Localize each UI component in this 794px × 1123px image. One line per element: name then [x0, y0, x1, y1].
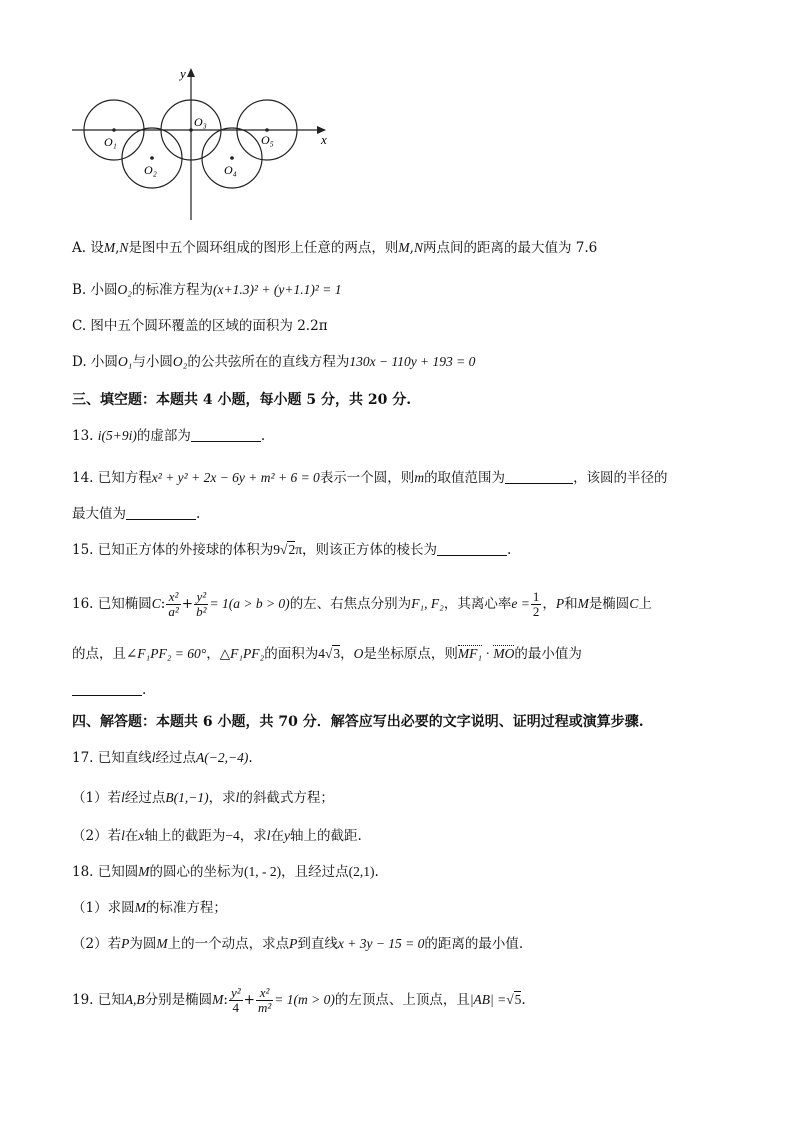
- answer-blank-2[interactable]: [126, 505, 196, 520]
- sqrt-expression: √5: [506, 992, 522, 1007]
- frac-den: 4: [232, 1000, 240, 1015]
- part-text-2: ，求: [208, 790, 236, 806]
- question-text: 已知: [97, 992, 125, 1008]
- question-17-part2: [72, 826, 362, 846]
- eccentricity: e =: [511, 596, 530, 611]
- option-b-prefix: B. 小圆: [72, 282, 118, 298]
- var-n: N: [119, 240, 129, 255]
- question-number: 16.: [72, 596, 94, 612]
- label-o3: O₃: [194, 115, 207, 129]
- question-text-4: 和: [564, 596, 578, 612]
- var-x: x: [138, 828, 145, 843]
- triangle-expression: △F₁PF₂: [219, 646, 265, 661]
- comma: ，: [206, 646, 220, 662]
- circle-m: M: [134, 900, 146, 915]
- point-b: B(1,−1): [165, 790, 209, 805]
- center-o5: [265, 128, 269, 132]
- point-p: P: [289, 936, 298, 951]
- var-m: m: [414, 470, 425, 485]
- question-text: 已知椭圆: [97, 596, 152, 612]
- circle-name: O₂: [172, 354, 188, 369]
- part-prefix: （2）若: [72, 936, 122, 952]
- question-15: [72, 540, 511, 560]
- answer-blank[interactable]: [191, 427, 261, 442]
- part-text: 经过点: [124, 790, 166, 806]
- question-18-part2: [72, 934, 523, 954]
- period: .: [248, 750, 253, 766]
- label-o2: O₂: [144, 163, 157, 177]
- radicand: 2: [288, 542, 296, 557]
- question-18: [72, 862, 379, 882]
- complex-expression: i(5+9i): [97, 428, 137, 443]
- section-3-heading: 三、填空题：本题共 4 小题，每小题 5 分，共 20 分.: [72, 392, 412, 408]
- abs-ab: |AB| =: [469, 992, 507, 1007]
- part-text-4: 在: [270, 828, 284, 844]
- part-text-5: 轴上的截距.: [290, 828, 362, 844]
- fraction-y: [194, 590, 208, 619]
- option-c-text: C. 图中五个圆环覆盖的区域的面积为 2.2π: [72, 318, 328, 334]
- option-b: [72, 280, 341, 300]
- option-a-text: 是图中五个圆环组成的图形上任意的两点，则: [128, 240, 399, 256]
- frac-den: a²: [168, 604, 179, 619]
- period: .: [142, 682, 147, 698]
- question-text-8: 的面积为: [264, 646, 319, 662]
- option-d-text-2: 的公共弦所在的直线方程为: [187, 354, 350, 370]
- ellipse-name: C: [629, 596, 639, 611]
- point-o: O: [353, 646, 364, 661]
- frac-den: 2: [532, 604, 540, 619]
- question-number: 17.: [72, 750, 94, 766]
- line-l: l: [235, 790, 240, 805]
- line-equation: x + 3y − 15 = 0: [337, 936, 425, 951]
- var-m: M: [398, 240, 410, 255]
- fraction-y: [229, 986, 243, 1015]
- question-text-2: 经过点: [155, 750, 197, 766]
- point-coords: (2,1): [348, 864, 375, 879]
- part-text: 为圆: [129, 936, 157, 952]
- question-text-3: ，其离心率: [443, 596, 512, 612]
- ellipse-name: C: [151, 596, 161, 611]
- angle-expression: ∠F₁PF₂ = 60°: [126, 646, 207, 661]
- colon: :: [223, 992, 228, 1008]
- question-text-7: 的点，且: [72, 646, 126, 662]
- question-13: [72, 426, 265, 446]
- colon: :: [160, 596, 166, 612]
- var-m: M: [103, 240, 116, 255]
- option-d-prefix: D. 小圆: [72, 354, 118, 370]
- point-m: M: [577, 596, 589, 611]
- x-axis-label: x: [321, 132, 327, 147]
- question-text: 已知正方体的外接球的体积为: [97, 542, 274, 558]
- y-axis-label: y: [180, 66, 186, 81]
- question-19: 19. 已知A,B分别是椭圆M: $\frac{\text{y²}}{4}$ + $\frac{\text{x²}}{\text{m²}}$ = 1(m > 0)的左顶点、上顶点，且|AB| =√5.: [72, 985, 526, 1015]
- answer-blank[interactable]: [72, 681, 142, 696]
- option-d-text: 与小圆: [132, 354, 173, 370]
- line-equation: 130x − 110y + 193 = 0: [349, 354, 476, 369]
- question-number: 15.: [72, 542, 94, 558]
- question-text-2: 表示一个圆，则: [319, 470, 415, 486]
- answer-blank[interactable]: [437, 541, 507, 556]
- question-number: 18.: [72, 864, 94, 880]
- question-16-line3: [72, 680, 146, 700]
- ellipse-condition: = 1(m > 0): [274, 992, 335, 1007]
- frac-den: b²: [196, 604, 207, 619]
- circle-name: O₁: [117, 354, 133, 369]
- coefficient: 9: [273, 542, 281, 557]
- section-4-heading: 四、解答题：本题共 6 小题，共 70 分．解答应写出必要的文字说明、证明过程或演算步骤.: [72, 714, 644, 730]
- question-17: [72, 748, 253, 768]
- answer-blank-1[interactable]: [505, 469, 573, 484]
- line-l: l: [121, 828, 125, 843]
- label-o5: O₅: [261, 133, 274, 147]
- comma: ,: [409, 240, 414, 256]
- period: .: [196, 506, 201, 522]
- question-text-5: 最大值为: [72, 506, 126, 522]
- question-number: 14.: [72, 470, 94, 486]
- frac-den: m²: [257, 1000, 272, 1015]
- label-o1: O₁: [104, 135, 117, 149]
- vector-mo: MO: [493, 644, 514, 664]
- y-axis-arrow: [187, 68, 195, 77]
- part-prefix: （2）若: [72, 828, 122, 844]
- frac-num: 1: [532, 589, 540, 604]
- pi-symbol: π: [295, 542, 303, 557]
- var-y: y: [284, 828, 290, 843]
- question-text-2: 分别是椭圆: [144, 992, 213, 1008]
- question-17-part1: [72, 788, 334, 808]
- frac-num: y²: [194, 590, 208, 605]
- question-number: 19.: [72, 992, 94, 1008]
- comma: ，: [542, 596, 556, 612]
- center-o4: [230, 156, 234, 160]
- label-o4: O₄: [224, 163, 237, 177]
- question-text-2: ，则该正方体的棱长为: [302, 542, 438, 558]
- line-l: l: [266, 828, 271, 843]
- part-prefix: （1）求圆: [72, 900, 135, 916]
- question-text-4: ，该圆的半径的: [573, 470, 668, 486]
- intercept-value: −4: [225, 828, 240, 843]
- question-14: [72, 468, 668, 488]
- fraction-x: [256, 986, 273, 1015]
- circle-m: M: [156, 936, 168, 951]
- ellipse-condition: = 1(a > b > 0): [209, 596, 290, 611]
- question-16-line2: [72, 644, 582, 664]
- part-text: 在: [124, 828, 139, 844]
- question-text-2: 的左、右焦点分别为: [289, 596, 412, 612]
- circles-figure: [70, 62, 340, 227]
- frac-num: x²: [166, 590, 180, 605]
- option-a-prefix: A. 设: [72, 240, 104, 256]
- fraction-e: [531, 590, 542, 619]
- question-number: 13.: [72, 428, 94, 444]
- option-a-suffix: 两点间的距离的最大值为 7.6: [422, 240, 598, 256]
- part-text-2: 上的一个动点，求点: [167, 936, 290, 952]
- period: .: [374, 864, 379, 880]
- part-text-3: ，求: [239, 828, 267, 844]
- option-a: [72, 238, 597, 258]
- part-text-2: 轴上的截距为: [144, 828, 226, 844]
- question-16: 16. 已知椭圆C: $\frac{\text{x²}}{\text{a²}}$ + $\frac{\text{y²}}{\text{b²}}$ = 1(a > b > 0)的左、右焦点分别为F₁, F₂，其离心率e = $\frac{1}{2}$ ，P和M是椭圆C上: [72, 589, 652, 619]
- question-text-9: 是坐标原点，则: [363, 646, 458, 662]
- sqrt-expression: √2: [280, 542, 296, 557]
- frac-num: x²: [256, 986, 273, 1001]
- point-p: P: [121, 936, 130, 951]
- comma: ，: [340, 646, 354, 662]
- vector-mf1: MF₁: [458, 644, 482, 664]
- circle-name: O₂: [117, 282, 132, 297]
- foci: F₁, F₂: [411, 596, 444, 611]
- radicand: 5: [514, 992, 522, 1007]
- question-text-6: 上: [638, 596, 652, 612]
- part-text-3: 到直线: [297, 936, 338, 952]
- question-text-3: 的左顶点、上顶点，且: [334, 992, 470, 1008]
- question-text-3: 的取值范围为: [424, 470, 506, 486]
- question-text: 已知直线: [97, 750, 152, 766]
- comma: ,: [115, 240, 120, 256]
- coefficient: 4: [318, 646, 325, 661]
- center-o3: [189, 128, 193, 132]
- frac-num: y²: [230, 985, 241, 1000]
- center-o1: [112, 128, 116, 132]
- option-b-text: 的标准方程为: [131, 282, 213, 298]
- ellipse-m: M: [212, 992, 224, 1007]
- period: .: [507, 542, 512, 558]
- var-n: N: [413, 240, 423, 255]
- center-o2: [150, 156, 154, 160]
- option-d: [72, 352, 475, 372]
- option-c: [72, 316, 328, 336]
- question-18-part1: [72, 898, 227, 918]
- point-p: P: [555, 596, 565, 611]
- circle-m: M: [138, 864, 150, 879]
- fraction-x: [166, 590, 180, 619]
- line-l: l: [121, 790, 125, 805]
- sqrt-expression: √3: [324, 646, 341, 661]
- question-text-2: 的圆心的坐标为: [149, 864, 245, 880]
- question-text: 的虚部为: [136, 428, 191, 444]
- part-prefix: （1）若: [72, 790, 122, 806]
- question-text: 已知圆: [97, 864, 139, 880]
- circle-equation: (x+1.3)² + (y+1.1)² = 1: [212, 282, 342, 297]
- period: .: [521, 992, 526, 1008]
- question-14-line2: [72, 504, 200, 524]
- circle-equation: x² + y² + 2x − 6y + m² + 6 = 0: [151, 470, 320, 485]
- point-a: A(−2,−4): [196, 750, 249, 765]
- center-coords: (1, - 2): [244, 864, 282, 879]
- question-text-10: 的最小值为: [514, 646, 582, 662]
- points-ab: A,B: [124, 992, 145, 1007]
- part-text-4: 的距离的最小值.: [424, 936, 524, 952]
- part-text: 的标准方程；: [145, 900, 227, 916]
- question-text-3: ，且经过点: [281, 864, 349, 880]
- question-text: 已知方程: [97, 470, 152, 486]
- question-text-5: 是椭圆: [588, 596, 630, 612]
- part-text-3: 的斜截式方程；: [239, 790, 334, 806]
- dot-operator: ·: [482, 646, 494, 661]
- radicand: 3: [333, 646, 341, 661]
- period: .: [260, 428, 266, 444]
- line-l: l: [151, 750, 156, 765]
